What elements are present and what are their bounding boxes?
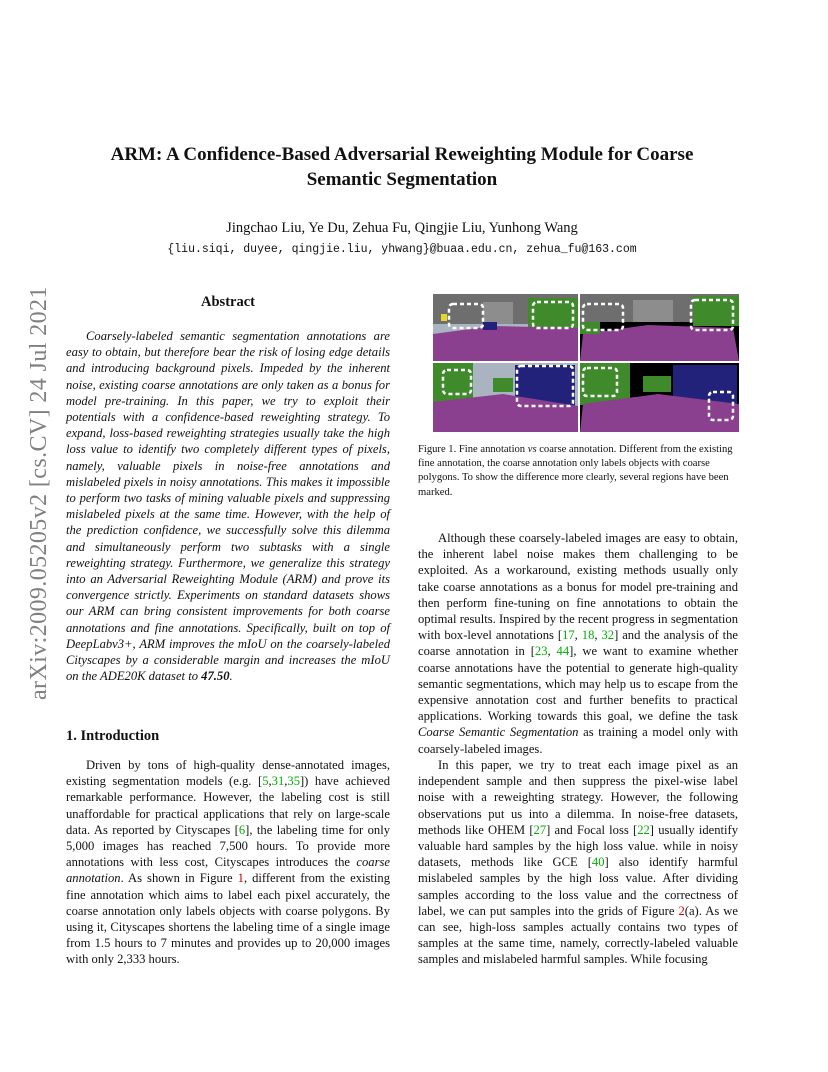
title-line-2: Semantic Segmentation <box>306 169 498 190</box>
figure-panel-top-left <box>433 294 578 361</box>
abstract-text-end: . <box>229 669 233 684</box>
citation-link[interactable]: 44 <box>556 644 570 659</box>
author-emails: {liu.siqi, duyee, qingjie.liu, yhwang}@buaa.edu.cn, zehua_fu@163.com <box>167 243 637 256</box>
body-text: ] and the analysis of the coarse annotation in [ <box>418 628 739 659</box>
citation-link[interactable]: 23 <box>534 644 548 659</box>
citation-link[interactable]: 32 <box>601 628 615 643</box>
citation-link[interactable]: 6 <box>238 822 246 837</box>
caption-text: coarse annotation. Different from the existing fine annotation, the coarse annotation only labels objects with coarse polygons. To show the difference more clearly, several regions have been marked. <box>418 444 733 498</box>
figure-panel-top-right <box>580 294 739 361</box>
author-list: Jingchao Liu, Ye Du, Zehua Fu, Qingjie Liu, Yunhong Wang <box>226 220 578 236</box>
intro-emphasis: coarse annotation <box>66 855 390 886</box>
body-text: Although these coarsely-labeled images are easy to obtain, the inherent label noise makes them challenging to be exploited. As a workaround, existing methods usually only take coarse annotations as a bonus for model pre-training and then perform fine-tuning on fine annotations to obtain the optimal results. Inspired by the recent progress in segmentation with box-level annotations [ <box>418 531 738 643</box>
introduction-heading: 1. Introduction <box>66 728 160 744</box>
citation-link[interactable]: 31 <box>271 774 285 789</box>
paper-title <box>90 142 714 192</box>
figure-1-image-grid <box>433 294 739 432</box>
body-text: ] and Focal loss [ <box>546 822 638 837</box>
intro-text: ]) have achieved remarkable performance. However, the labeling cost is still unaffordable for practical applications that rely on large-scale data. As reported by Cityscapes [ <box>66 774 390 837</box>
right-paragraph-2 <box>418 757 738 968</box>
citation-link[interactable]: 17 <box>562 628 575 643</box>
citation-link[interactable]: 27 <box>533 822 547 837</box>
title-line-1: ARM: A Confidence-Based Adversarial Reweighting Module for Coarse <box>110 144 694 165</box>
citation-link[interactable]: 35 <box>287 774 300 789</box>
body-text: (a). As we can see, high-loss samples actually contains two types of samples at the same time, namely, correctly-labeled valuable samples and mislabeled harmful samples. While focusing <box>418 903 738 967</box>
citation-link[interactable]: 5 <box>262 774 269 789</box>
caption-text: Figure 1. Fine annotation <box>418 444 528 455</box>
figure-link[interactable]: 1 <box>237 871 244 886</box>
abstract-body <box>66 328 390 684</box>
body-text: ] also identify harmful mislabeled samples by the high loss value. After dividing samples according to the loss value and the correctness of label, we can put samples into the grids of Figure <box>418 855 738 918</box>
citation-link[interactable]: 40 <box>591 855 605 870</box>
body-text: ], we want to examine whether coarse annotations have the potential to generate high-quality semantic segmentations, which may help us to escape from the expensive annotation cost and further benefits to practical applications. Working towards this goal, we define the task <box>418 644 739 724</box>
intro-text: . As shown in Figure <box>120 871 238 886</box>
abstract-text: Coarsely-labeled semantic segmentation annotations are easy to obtain, but therefore bear the risk of losing edge details and introducing background pixels. Impeded by the inherent noise, existing coarse annotations are only taken as a bonus for model pre-training. In this paper, we try to exploit their potentials with a confidence-based reweighting strategy. To expand, loss-based reweighting strategies usually take the high loss value to identify two completely different types of pixels, namely, valuable pixels in noise-free annotations and mislabeled pixels in noisy annotations. This makes it impossible to perform two tasks of mining valuable pixels and suppressing mislabeled pixels at the same time. However, with the help of the prediction confidence, we successfully solve this dilemma and simultaneously perform two subtasks with a single reweighting strategy. Furthermore, we generalize this strategy into an Adversarial Reweighting Module (ARM) and prove its convergence strictly. Experiments on standard datasets shows our ARM can bring consistent improvements for both coarse annotations and fine annotations. Specifically, built on top of DeepLabv3+, ARM improves the mIoU on the coarsely-labeled Cityscapes by a considerable margin and increases the mIoU on the ADE20K dataset to <box>66 329 390 684</box>
figure-panel-bottom-left <box>433 363 578 432</box>
citation-link[interactable]: 18 <box>581 628 595 643</box>
arxiv-stamp: arXiv:2009.05205v2 [cs.CV] 24 Jul 2021 <box>26 286 52 700</box>
task-name-emphasis: Coarse Semantic Segmentation <box>418 725 579 740</box>
intro-text: Driven by tons of high-quality dense-annotated images, existing segmentation models (e.g. [ <box>66 758 390 789</box>
figure-link[interactable]: 2 <box>678 903 685 918</box>
intro-text: ], the labeling time for only 5,000 images has reached 7,500 hours. To provide more annotations with less cost, Cityscapes introduces the <box>66 822 390 870</box>
body-text: ] usually identify valuable hard samples by the high loss value. while in noisy datasets, methods like GCE [ <box>418 822 739 870</box>
right-paragraph-1: Although these coarsely-labeled images are easy to obtain, the inherent label noise makes them challenging to be exploited. As a workaround, existing methods usually only take coarse annotations as a bonus for model pre-training and then perform fine-tuning on fine annotations to obtain the optimal results. Inspired by the recent progress in segmentation with box-level annotations [17, 18, 32] and the analysis of the coarse annotation in [23, 44], we want to examine whether coarse annotations have the potential to generate high-quality semantic segmentations, which may help us to escape from the expensive annotation cost and further benefits to practical applications. Working towards this goal, we define the task Coarse Semantic Segmentation as training a model only with coarsely-labeled images. <box>418 531 739 756</box>
caption-emphasis: vs <box>527 444 537 455</box>
abstract-miou-value: 47.50 <box>201 669 230 684</box>
figure-panel-bottom-right <box>580 363 739 432</box>
introduction-body: Driven by tons of high-quality dense-annotated images, existing segmentation models (e.g. [5,31,35]) have achieved remarkable performance. However, the labeling cost is still unaffordable for practical applications that rely on large-scale data. As reported by Cityscapes [6], the labeling time for only 5,000 images has reached 7,500 hours. To provide more annotations with less cost, Cityscapes introduces the coarse annotation. As shown in Figure 1, different from the existing fine annotation which aims to label each pixel accurately, the coarse annotation only labels objects with coarse polygons. By using it, Cityscapes shortens the labeling time of a single image from 1.5 hours to 7 minutes and provides up to 20,000 images with only 2,333 hours. <box>66 758 390 967</box>
body-text: as training a model only with coarsely-labeled images. <box>418 725 738 756</box>
figure-1-caption <box>418 443 740 500</box>
abstract-heading: Abstract <box>201 294 255 310</box>
citation-link[interactable]: 22 <box>637 822 650 837</box>
body-text: In this paper, we try to treat each image pixel as an independent sample and then suppress the pixel-wise label noise with a reweighting strategy. However, the following observations put us into a dilemma. In noise-free datasets, methods like OHEM [ <box>418 758 738 837</box>
intro-text: , different from the existing fine annotation which aims to label each pixel accurately, the coarse annotation only labels objects with coarse polygons. By using it, Cityscapes shortens the labeling time of a single image from 1.5 hours to 7 minutes and provides up to 20,000 images with only 2,333 hours. <box>66 871 390 967</box>
